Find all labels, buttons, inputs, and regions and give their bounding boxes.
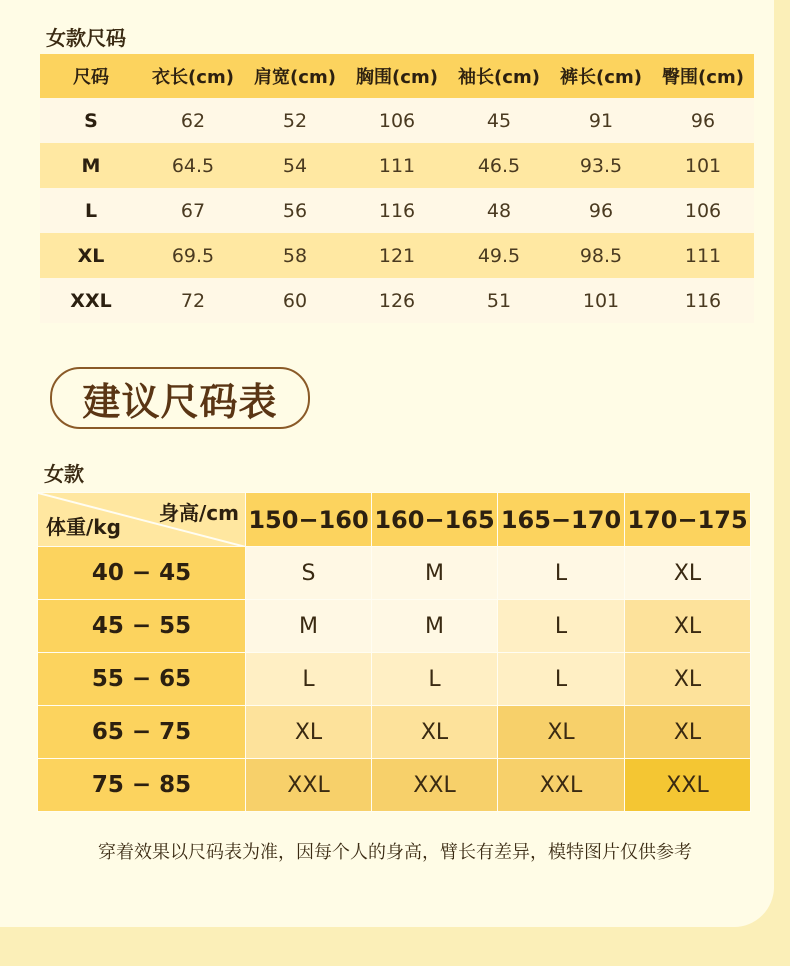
weight-range: 75 − 85 xyxy=(38,759,246,812)
weight-range: 40 − 45 xyxy=(38,547,246,600)
header-chest: 胸围(cm) xyxy=(356,67,438,88)
size-cell: XL xyxy=(372,706,498,759)
table-cell: 67 xyxy=(180,199,206,222)
table-cell: 54 xyxy=(282,154,308,177)
height-range: 165−170 xyxy=(498,493,625,547)
header-shoulder: 肩宽(cm) xyxy=(254,67,336,88)
table-row xyxy=(40,143,754,188)
table-row xyxy=(38,600,751,653)
size-cell: M xyxy=(372,547,498,600)
table-cell: 64.5 xyxy=(171,154,215,177)
height-range: 150−160 xyxy=(246,493,372,547)
header-hip: 臀围(cm) xyxy=(662,67,744,88)
size-cell: XXL xyxy=(498,759,625,812)
table-cell: 56 xyxy=(282,199,308,222)
height-axis-label: 身高/cm xyxy=(159,501,239,525)
height-range: 160−165 xyxy=(372,493,498,547)
size-table-header xyxy=(40,54,754,98)
table-cell: 111 xyxy=(378,154,416,177)
table-cell: 58 xyxy=(282,244,308,267)
size-cell: S xyxy=(246,547,372,600)
table-cell: 45 xyxy=(486,109,512,132)
table-row xyxy=(38,653,751,706)
table-row xyxy=(38,547,751,600)
header-pants: 裤长(cm) xyxy=(560,67,642,88)
table-cell: 62 xyxy=(180,109,206,132)
table-row xyxy=(38,759,751,812)
size-cell: XL xyxy=(625,547,751,600)
size-cell: XXL xyxy=(246,759,372,812)
size-cell: M xyxy=(246,600,372,653)
table-cell: 49.5 xyxy=(477,244,521,267)
size-cell: XL xyxy=(246,706,372,759)
size-cell: XL xyxy=(625,706,751,759)
table-cell: 111 xyxy=(684,244,722,267)
table-cell: 46.5 xyxy=(477,154,521,177)
table-cell: 96 xyxy=(690,109,716,132)
size-cell: L xyxy=(498,600,625,653)
table-cell: 101 xyxy=(684,154,722,177)
table-cell: 96 xyxy=(588,199,614,222)
table-cell: 101 xyxy=(582,289,620,312)
header-length: 衣长(cm) xyxy=(152,67,234,88)
height-range: 170−175 xyxy=(625,493,751,547)
size-cell: XL xyxy=(625,600,751,653)
table-cell: 48 xyxy=(486,199,512,222)
table-row xyxy=(38,706,751,759)
corner-cell xyxy=(38,493,246,547)
size-table xyxy=(40,54,754,323)
table-cell: 91 xyxy=(588,109,614,132)
table-cell: 93.5 xyxy=(579,154,623,177)
weight-range: 55 − 65 xyxy=(38,653,246,706)
weight-axis-label: 体重/kg xyxy=(46,515,121,539)
table-cell: 98.5 xyxy=(579,244,623,267)
disclaimer-note: 穿着效果以尺码表为准，因每个人的身高，臂长有差异，模特图片仅供参考 xyxy=(98,842,692,863)
size-cell: L xyxy=(246,653,372,706)
recommend-table xyxy=(37,492,751,812)
table-row xyxy=(40,98,754,143)
table-cell: 116 xyxy=(378,199,416,222)
size-cell: XXL xyxy=(372,759,498,812)
table-cell: 106 xyxy=(378,109,416,132)
header-size: 尺码 xyxy=(73,67,109,88)
header-sleeve: 袖长(cm) xyxy=(458,67,540,88)
weight-range: 65 − 75 xyxy=(38,706,246,759)
table-row xyxy=(40,278,754,323)
size-section-label: 女款尺码 xyxy=(46,26,126,50)
size-label: XXL xyxy=(70,289,112,312)
table-cell: 52 xyxy=(282,109,308,132)
size-cell: XL xyxy=(498,706,625,759)
size-label: M xyxy=(81,154,101,177)
table-cell: 69.5 xyxy=(171,244,215,267)
weight-range: 45 − 55 xyxy=(38,600,246,653)
recommend-section-label: 女款 xyxy=(44,462,84,486)
table-cell: 60 xyxy=(282,289,308,312)
size-cell: L xyxy=(498,547,625,600)
size-cell: L xyxy=(372,653,498,706)
table-cell: 121 xyxy=(378,244,416,267)
table-cell: 116 xyxy=(684,289,722,312)
table-cell: 106 xyxy=(684,199,722,222)
table-row xyxy=(40,188,754,233)
recommend-header xyxy=(38,493,751,547)
table-row xyxy=(40,233,754,278)
size-cell: M xyxy=(372,600,498,653)
size-cell: XL xyxy=(625,653,751,706)
size-label: XL xyxy=(77,244,105,267)
table-cell: 51 xyxy=(486,289,512,312)
size-label: S xyxy=(84,109,98,132)
table-cell: 72 xyxy=(180,289,206,312)
size-cell: XXL xyxy=(625,759,751,812)
size-cell: L xyxy=(498,653,625,706)
table-cell: 126 xyxy=(378,289,416,312)
recommend-title: 建议尺码表 xyxy=(50,367,310,429)
size-label: L xyxy=(84,199,98,222)
